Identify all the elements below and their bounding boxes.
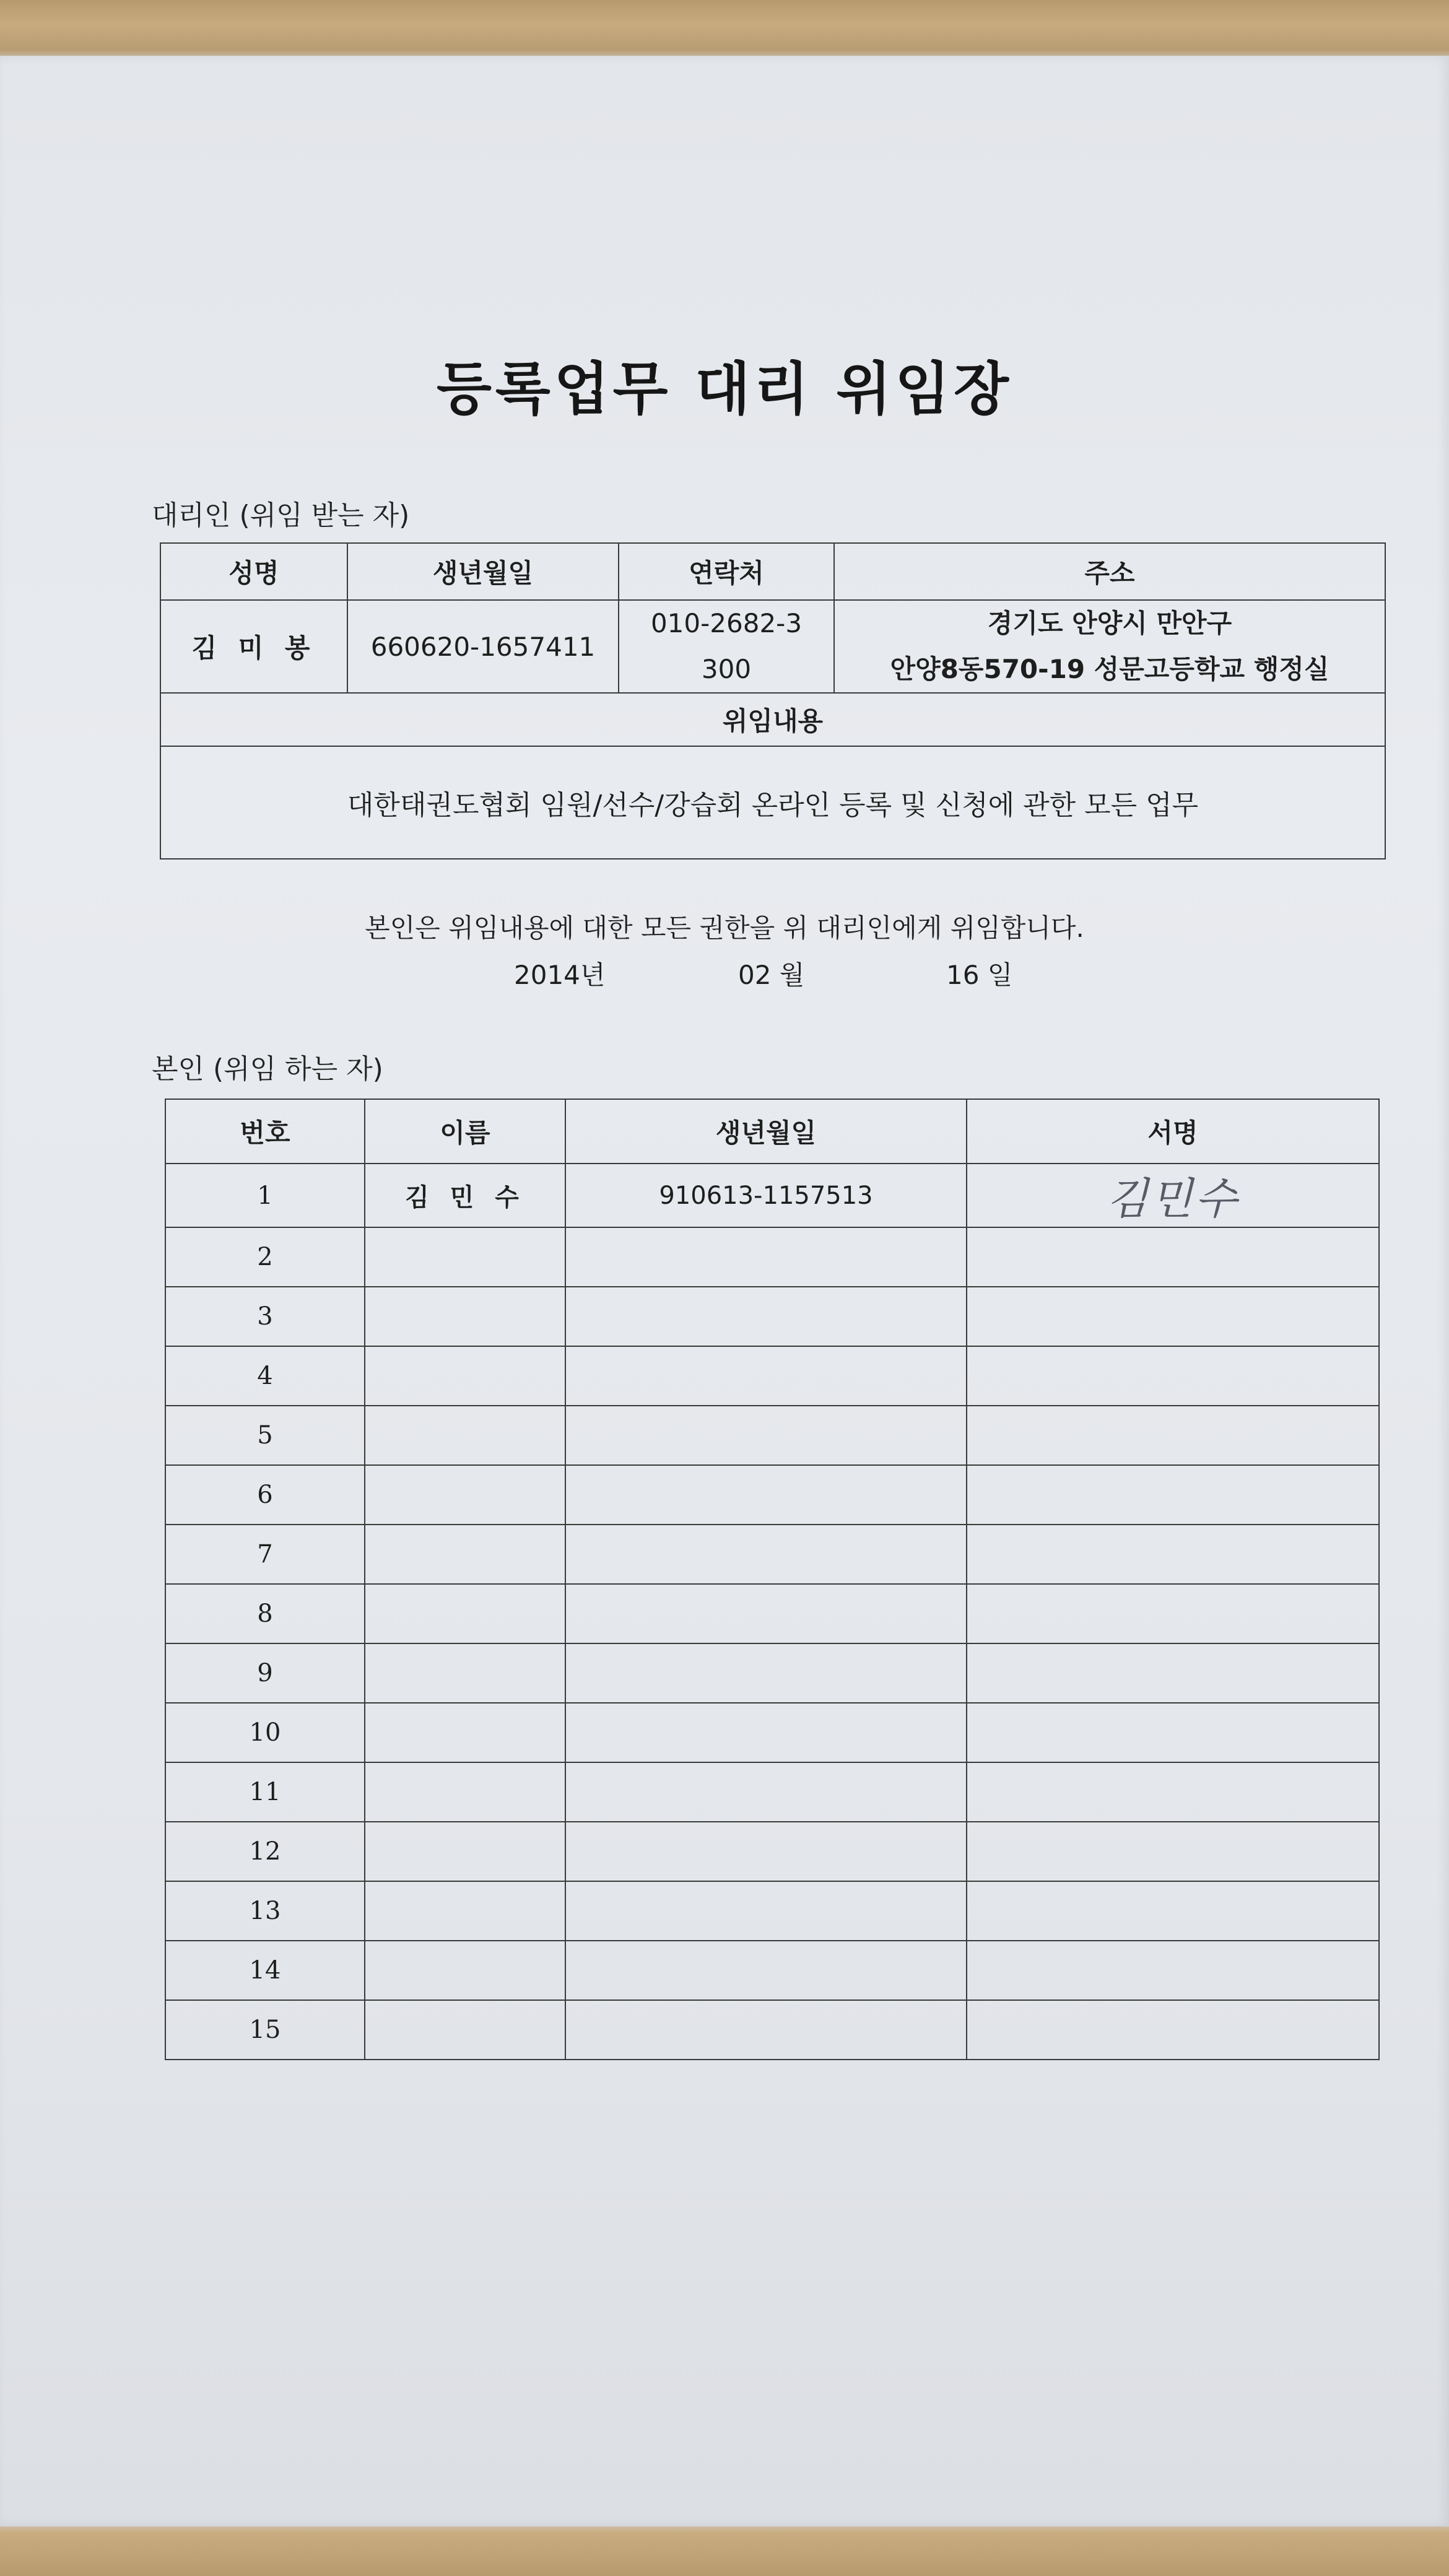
row-signature xyxy=(967,1287,1379,1346)
row-signature xyxy=(967,1822,1379,1881)
agent-address-line2: 안양8동570-19 성문고등학교 행정실 xyxy=(890,654,1329,684)
agent-header-name: 성명 xyxy=(160,543,347,600)
row-number: 7 xyxy=(165,1525,365,1584)
agent-address xyxy=(834,600,1385,693)
row-name xyxy=(365,1227,565,1287)
row-signature: 김민수 xyxy=(967,1164,1379,1227)
row-birth xyxy=(565,1643,967,1703)
table-row xyxy=(165,1164,1379,1227)
table-row xyxy=(165,1287,1379,1346)
row-number: 2 xyxy=(165,1227,365,1287)
date-year: 2014년 xyxy=(514,960,606,990)
row-birth xyxy=(565,1525,967,1584)
agent-name: 김 미 봉 xyxy=(160,600,347,693)
agent-phone-line2: 300 xyxy=(701,654,752,684)
row-name xyxy=(365,1465,565,1525)
agent-address-line1: 경기도 안양시 만안구 xyxy=(987,608,1232,638)
row-birth xyxy=(565,1227,967,1287)
row-number: 5 xyxy=(165,1406,365,1465)
row-birth xyxy=(565,1465,967,1525)
row-name xyxy=(365,2000,565,2060)
row-number: 15 xyxy=(165,2000,365,2060)
content-header: 위임내용 xyxy=(160,693,1385,746)
row-signature xyxy=(967,1762,1379,1822)
row-name xyxy=(365,1584,565,1643)
date-month: 02 월 xyxy=(738,960,805,990)
table-row xyxy=(165,1346,1379,1406)
row-number: 14 xyxy=(165,1941,365,2000)
row-number: 3 xyxy=(165,1287,365,1346)
delegation-statement: 본인은 위임내용에 대한 모든 권한을 위 대리인에게 위임합니다. xyxy=(365,913,1084,943)
principal-section-label: 본인 (위임 하는 자) xyxy=(152,1053,383,1085)
row-name xyxy=(365,1822,565,1881)
row-signature xyxy=(967,1941,1379,2000)
date-day: 16 일 xyxy=(946,960,1013,990)
row-signature xyxy=(967,1525,1379,1584)
row-number: 9 xyxy=(165,1643,365,1703)
row-number: 1 xyxy=(165,1164,365,1227)
row-birth xyxy=(565,1287,967,1346)
principal-header-name: 이름 xyxy=(365,1099,565,1164)
table-row xyxy=(165,1465,1379,1525)
content-text: 대한태권도협회 임원/선수/강습회 온라인 등록 및 신청에 관한 모든 업무 xyxy=(160,746,1385,859)
row-signature xyxy=(967,1406,1379,1465)
row-number: 4 xyxy=(165,1346,365,1406)
row-name xyxy=(365,1762,565,1822)
agent-phone-line1: 010-2682-3 xyxy=(650,608,803,638)
principal-header-signature: 서명 xyxy=(967,1099,1379,1164)
principal-header-no: 번호 xyxy=(165,1099,365,1164)
agent-phone xyxy=(619,600,834,693)
agent-header-birth: 생년월일 xyxy=(347,543,619,600)
row-signature xyxy=(967,1227,1379,1287)
row-number: 6 xyxy=(165,1465,365,1525)
table-row xyxy=(165,1406,1379,1465)
row-name xyxy=(365,1406,565,1465)
row-signature xyxy=(967,1881,1379,1941)
table-row xyxy=(165,1643,1379,1703)
row-number: 12 xyxy=(165,1822,365,1881)
table-row xyxy=(165,1822,1379,1881)
table-row xyxy=(165,1762,1379,1822)
row-birth xyxy=(565,1822,967,1881)
row-name xyxy=(365,1525,565,1584)
table-row xyxy=(165,1227,1379,1287)
row-number: 13 xyxy=(165,1881,365,1941)
row-signature xyxy=(967,1643,1379,1703)
row-signature xyxy=(967,1346,1379,1406)
table-row xyxy=(165,1703,1379,1762)
table-row xyxy=(165,1881,1379,1941)
agent-birth: 660620-1657411 xyxy=(347,600,619,693)
row-signature xyxy=(967,1465,1379,1525)
row-birth xyxy=(565,1406,967,1465)
agent-header-phone: 연락처 xyxy=(619,543,834,600)
row-birth: 910613-1157513 xyxy=(565,1164,967,1227)
table-row xyxy=(165,2000,1379,2060)
row-signature xyxy=(967,2000,1379,2060)
row-number: 11 xyxy=(165,1762,365,1822)
document-title: 등록업무 대리 위임장 xyxy=(437,356,1012,422)
table-row xyxy=(165,1525,1379,1584)
agent-section-label: 대리인 (위임 받는 자) xyxy=(152,500,410,531)
agent-header-address: 주소 xyxy=(834,543,1385,600)
table-row xyxy=(165,1584,1379,1643)
agent-table xyxy=(160,542,1386,859)
row-birth xyxy=(565,1584,967,1643)
row-birth xyxy=(565,1881,967,1941)
row-birth xyxy=(565,1762,967,1822)
row-birth xyxy=(565,1346,967,1406)
row-signature xyxy=(967,1703,1379,1762)
principal-table xyxy=(165,1099,1380,2060)
row-name xyxy=(365,1703,565,1762)
row-birth xyxy=(565,1703,967,1762)
row-name xyxy=(365,1643,565,1703)
row-name xyxy=(365,1287,565,1346)
row-birth xyxy=(565,2000,967,2060)
table-row xyxy=(165,1941,1379,2000)
row-signature xyxy=(967,1584,1379,1643)
row-number: 8 xyxy=(165,1584,365,1643)
row-number: 10 xyxy=(165,1703,365,1762)
row-name xyxy=(365,1941,565,2000)
row-name xyxy=(365,1881,565,1941)
row-birth xyxy=(565,1941,967,2000)
row-name: 김 민 수 xyxy=(365,1164,565,1227)
principal-header-birth: 생년월일 xyxy=(565,1099,967,1164)
row-name xyxy=(365,1346,565,1406)
